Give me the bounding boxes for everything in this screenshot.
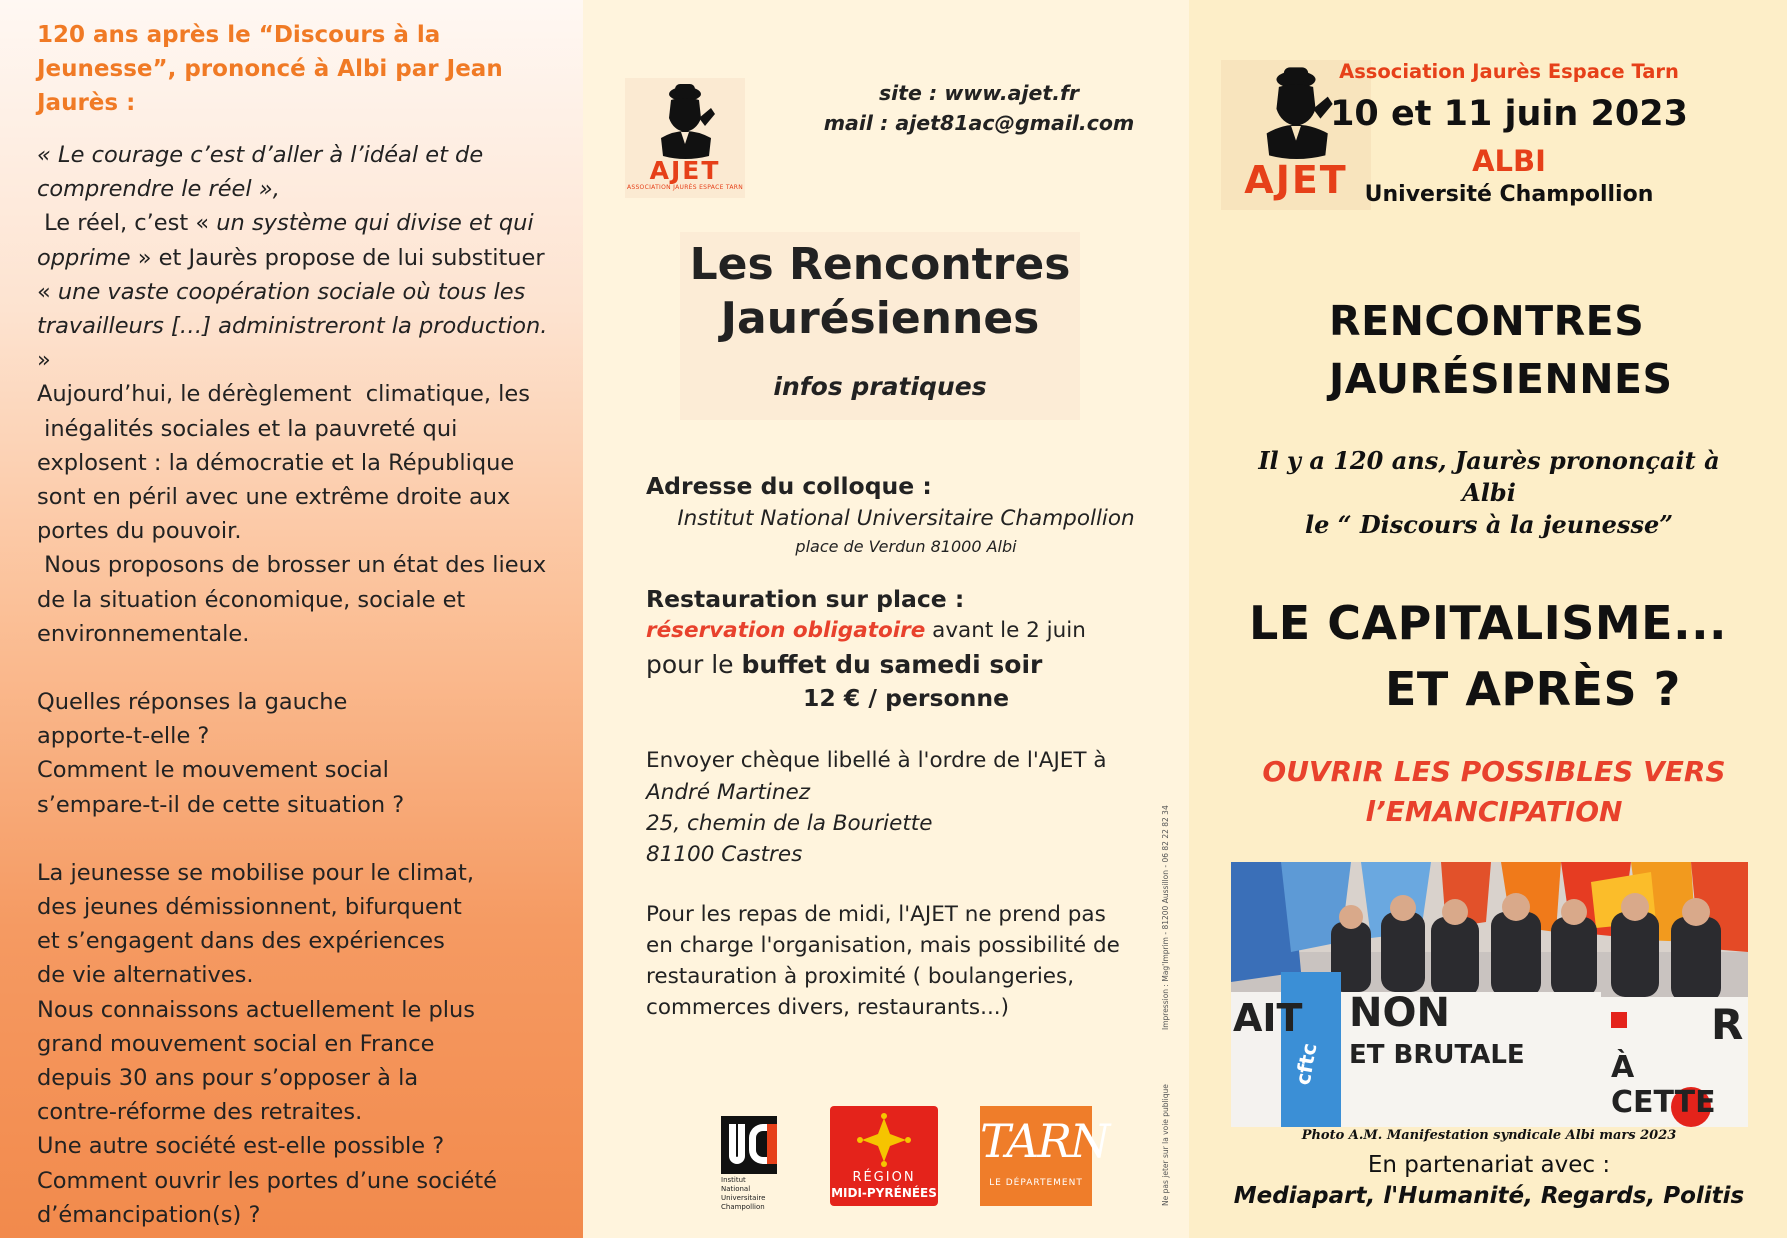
event-title-line-2: JAURÉSIENNES (1329, 355, 1673, 403)
reservation-deadline: avant le 2 juin (925, 618, 1086, 643)
buffet-price: 12 € / personne (802, 684, 1010, 712)
banner-cftc: cftc (1290, 1041, 1322, 1087)
left-paragraph: Nous proposons de brosser un état des lieux de la situation économique, sociale et environnementale. (37, 552, 547, 647)
middle-panel (583, 0, 1189, 1238)
buffet-line (646, 650, 1042, 679)
quote-line-1: Il y a 120 ans, Jaurès prononçait à Albi (1258, 446, 1720, 507)
anniversary-quote (1229, 445, 1749, 541)
banner-text-3: ET BRUTALE (1349, 1040, 1525, 1070)
midi-line-3: restauration à proximité ( boulangeries, (646, 964, 1075, 989)
ajet-logo-word-large: AJET (1244, 158, 1348, 202)
tarn-logo (980, 1106, 1109, 1206)
infos-subtitle: infos pratiques (773, 372, 987, 401)
buffet-name: buffet du samedi soir (741, 650, 1043, 679)
tarn-word: TARN (980, 1114, 1109, 1168)
cheque-name: André Martinez (646, 780, 810, 805)
left-panel (0, 0, 583, 1238)
public-note: Ne pas jeter sur la voie publique (1161, 1084, 1170, 1206)
event-venue: Université Champollion (1364, 182, 1654, 207)
paragraph-gap (37, 651, 563, 685)
left-paragraph: Le réel, c’est « un système qui divise et qui opprime » et Jaurès propose de lui substituer « une vaste coopération sociale où tous les travailleurs […] administreront la production. » (37, 210, 548, 374)
theme-line-2: ET APRÈS ? (1385, 662, 1681, 716)
left-paragraph: La jeunesse se mobilise pour le climat, des jeunes démissionnent, bifurquent et s’engagent dans des expériences de vie alternatives. (37, 859, 475, 989)
event-date: 10 et 11 juin 2023 (1330, 94, 1688, 134)
address-place: place de Verdun 81000 Albi (795, 537, 1017, 556)
site-link[interactable]: site : www.ajet.fr (878, 81, 1080, 105)
region-line-2: MIDI-PYRÉNÉES (831, 1186, 937, 1200)
banner-text-2: NON (1349, 990, 1450, 1036)
ajet-logo-subtitle: ASSOCIATION JAURÈS ESPACE TARN (626, 184, 744, 191)
title-box (680, 232, 1080, 420)
left-paragraph: Quelles réponses la gauche apporte-t-elle ? Comment le mouvement social s’empare-t-il de cette situation ? (37, 689, 405, 818)
subtheme-line-1: OUVRIR LES POSSIBLES VERS (1262, 755, 1726, 788)
banner-text-5: R (1711, 1000, 1744, 1049)
champollion-logo-text: Institut National Universitaire Champollion (721, 1176, 766, 1211)
banner-text-1: AIT (1233, 996, 1303, 1040)
resto-label: Restauration sur place : (646, 585, 965, 613)
left-paragraph: Une autre société est-elle possible ? Comment ouvrir les portes d’une société d’émancipation(s) ? (37, 1133, 498, 1228)
event-title-line-1: RENCONTRES (1329, 297, 1645, 345)
subtheme (1249, 752, 1739, 832)
print-note: Impression : Mag'Imprim - 81200 Aussillon - 06 82 22 82 34 (1161, 805, 1170, 1030)
address-label: Adresse du colloque : (646, 472, 932, 500)
cheque-city: 81100 Castres (646, 842, 803, 867)
left-paragraph: Nous connaissons actuellement le plus grand mouvement social en France depuis 30 ans pour s’opposer à la contre-réforme des retraites. (37, 996, 475, 1126)
ajet-logo-word: AJET (649, 156, 721, 185)
page-title (680, 238, 1080, 346)
midi-line-4: commerces divers, restaurants...) (646, 995, 1010, 1020)
demonstration-photo (1231, 862, 1748, 1127)
buffet-prefix: pour le (646, 650, 742, 679)
resto-reservation-line (646, 618, 1086, 643)
left-body-text (37, 138, 563, 1232)
tarn-subtitle: LE DÉPARTEMENT (989, 1178, 1083, 1188)
quote-line-2: le “ Discours à la jeunesse” (1304, 510, 1674, 539)
region-line-1: RÉGION (852, 1170, 916, 1185)
left-paragraph: « Le courage c’est d’aller à l’idéal et de comprendre le réel », (37, 142, 484, 203)
region-logo (830, 1106, 938, 1206)
reservation-required: réservation obligatoire (646, 618, 926, 643)
cheque-instruction: Envoyer chèque libellé à l'ordre de l'AJET à (646, 748, 1107, 773)
intro-heading: 120 ans après le “Discours à la Jeunesse”, prononcé à Albi par Jean Jaurès : (37, 22, 503, 116)
address-institution: Institut National Universitaire Champollion (677, 506, 1135, 531)
title-line-2: Jaurésiennes (720, 293, 1040, 344)
occitan-cross-icon (830, 1110, 938, 1170)
banner-text-4: À CETTE (1611, 1050, 1716, 1120)
partners-list: Mediapart, l'Humanité, Regards, Politis (1233, 1183, 1745, 1209)
association-name: Association Jaurès Espace Tarn (1339, 60, 1679, 83)
mail-link[interactable]: mail : ajet81ac@gmail.com (823, 111, 1135, 135)
event-title (1329, 292, 1673, 408)
cheque-street: 25, chemin de la Bouriette (646, 811, 933, 836)
ajet-logo-small (625, 78, 745, 198)
partnership-intro: En partenariat avec : (1367, 1152, 1611, 1178)
midi-line-2: en charge l'organisation, mais possibilité de (646, 933, 1120, 958)
champollion-logo (721, 1116, 777, 1211)
event-city: ALBI (1472, 144, 1546, 178)
midi-line-1: Pour les repas de midi, l'AJET ne prend pas (646, 902, 1106, 927)
paragraph-gap (37, 822, 563, 856)
right-panel (1189, 0, 1787, 1238)
photo-caption: Photo A.M. Manifestation syndicale Albi mars 2023 (1301, 1128, 1677, 1143)
contact-block (819, 78, 1139, 138)
left-paragraph: Aujourd’hui, le dérèglement climatique, les inégalités sociales et la pauvreté qui explosent : la démocratie et la République sont en péril avec une extrême droite aux portes du pouvoir. (37, 381, 530, 545)
subtheme-line-2: l’EMANCIPATION (1365, 795, 1623, 828)
theme-line-1: LE CAPITALISME... (1249, 596, 1728, 650)
title-line-1: Les Rencontres (689, 239, 1071, 290)
